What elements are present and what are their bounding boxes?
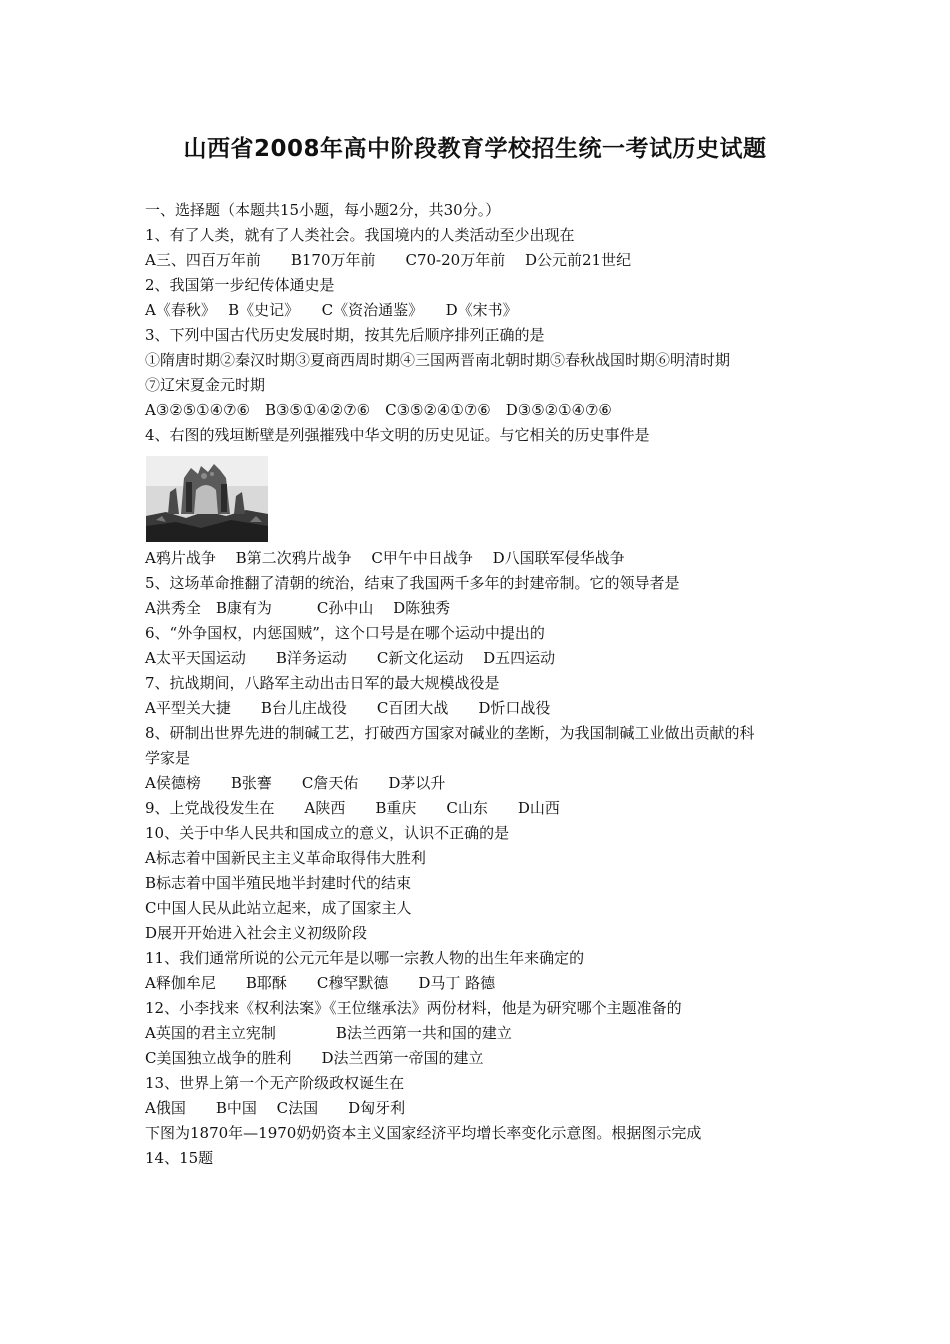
text-line: 1、有了人类，就有了人类社会。我国境内的人类活动至少出现在	[145, 226, 575, 244]
text-line: C美国独立战争的胜利 D法兰西第一帝国的建立	[145, 1049, 484, 1067]
text-line: A太平天国运动 B洋务运动 C新文化运动 D五四运动	[145, 649, 556, 667]
questions-part-1	[145, 198, 815, 448]
text-line: A《春秋》 B《史记》 C《资治通鉴》 D《宋书》	[145, 301, 518, 319]
text-line: A洪秀全 B康有为 C孙中山 D陈独秀	[145, 599, 451, 617]
text-line: 一、选择题（本题共15小题，每小题2分，共30分。）	[145, 201, 501, 219]
text-line: A英国的君主立宪制 B法兰西第一共和国的建立	[145, 1024, 512, 1042]
text-line: C中国人民从此站立起来，成了国家主人	[145, 899, 412, 917]
text-line: A三、四百万年前 B170万年前 C70-20万年前 D公元前21世纪	[145, 251, 632, 269]
text-line: A俄国 B中国 C法国 D匈牙利	[145, 1099, 406, 1117]
text-line: 3、下列中国古代历史发展时期，按其先后顺序排列正确的是	[145, 326, 545, 344]
text-line: 7、抗战期间，八路军主动出击日军的最大规模战役是	[145, 674, 500, 692]
text-line: D展开开始进入社会主义初级阶段	[145, 924, 368, 942]
exam-title: 山西省2008年高中阶段教育学校招生统一考试历史试题	[183, 136, 767, 162]
text-line: 14、15题	[145, 1149, 214, 1167]
text-line: 学家是	[145, 749, 191, 767]
text-line: 10、关于中华人民共和国成立的意义，认识不正确的是	[145, 824, 510, 842]
text-line: 13、世界上第一个无产阶级政权诞生在	[145, 1074, 405, 1092]
text-line: ⑦辽宋夏金元时期	[145, 376, 266, 394]
text-line: A标志着中国新民主主义革命取得伟大胜利	[145, 849, 426, 867]
text-line: 5、这场革命推翻了清朝的统治，结束了我国两千多年的封建帝制。它的领导者是	[145, 574, 680, 592]
text-line: 9、上党战役发生在 A陕西 B重庆 C山东 D山西	[145, 799, 560, 817]
questions-part-2	[145, 546, 815, 1171]
text-line: A释伽牟尼 B耶酥 C穆罕默德 D马丁 路德	[145, 974, 496, 992]
text-line: 2、我国第一步纪传体通史是	[145, 276, 335, 294]
text-line: A鸦片战争 B第二次鸦片战争 C甲午中日战争 D八国联军侵华战争	[145, 549, 625, 567]
exam-body	[145, 198, 815, 1171]
text-line: 6、“外争国权，内惩国贼”，这个口号是在哪个运动中提出的	[145, 624, 545, 642]
text-line: 12、小李找来《权利法案》《王位继承法》两份材料，他是为研究哪个主题准备的	[145, 999, 682, 1017]
text-line: A③②⑤①④⑦⑥ B③⑤①④②⑦⑥ C③⑤②④①⑦⑥ D③⑤②①④⑦⑥	[145, 401, 612, 419]
text-line: 8、研制出世界先进的制碱工艺，打破西方国家对碱业的垄断，为我国制碱工业做出贡献的科	[145, 724, 755, 742]
text-line: 4、右图的残垣断壁是列强摧残中华文明的历史见证。与它相关的历史事件是	[145, 426, 650, 444]
ruins-photo	[146, 456, 268, 542]
text-line: ①隋唐时期②秦汉时期③夏商西周时期④三国两晋南北朝时期⑤春秋战国时期⑥明清时期	[145, 351, 731, 369]
text-line: A平型关大捷 B台儿庄战役 C百团大战 D忻口战役	[145, 699, 551, 717]
text-line: 下图为1870年—1970奶奶资本主义国家经济平均增长率变化示意图。根据图示完成	[145, 1124, 702, 1142]
text-line: B标志着中国半殖民地半封建时代的结束	[145, 874, 412, 892]
text-line: A侯德榜 B张謇 C詹天佑 D茅以升	[145, 774, 446, 792]
text-line: 11、我们通常所说的公元元年是以哪一宗教人物的出生年来确定的	[145, 949, 585, 967]
